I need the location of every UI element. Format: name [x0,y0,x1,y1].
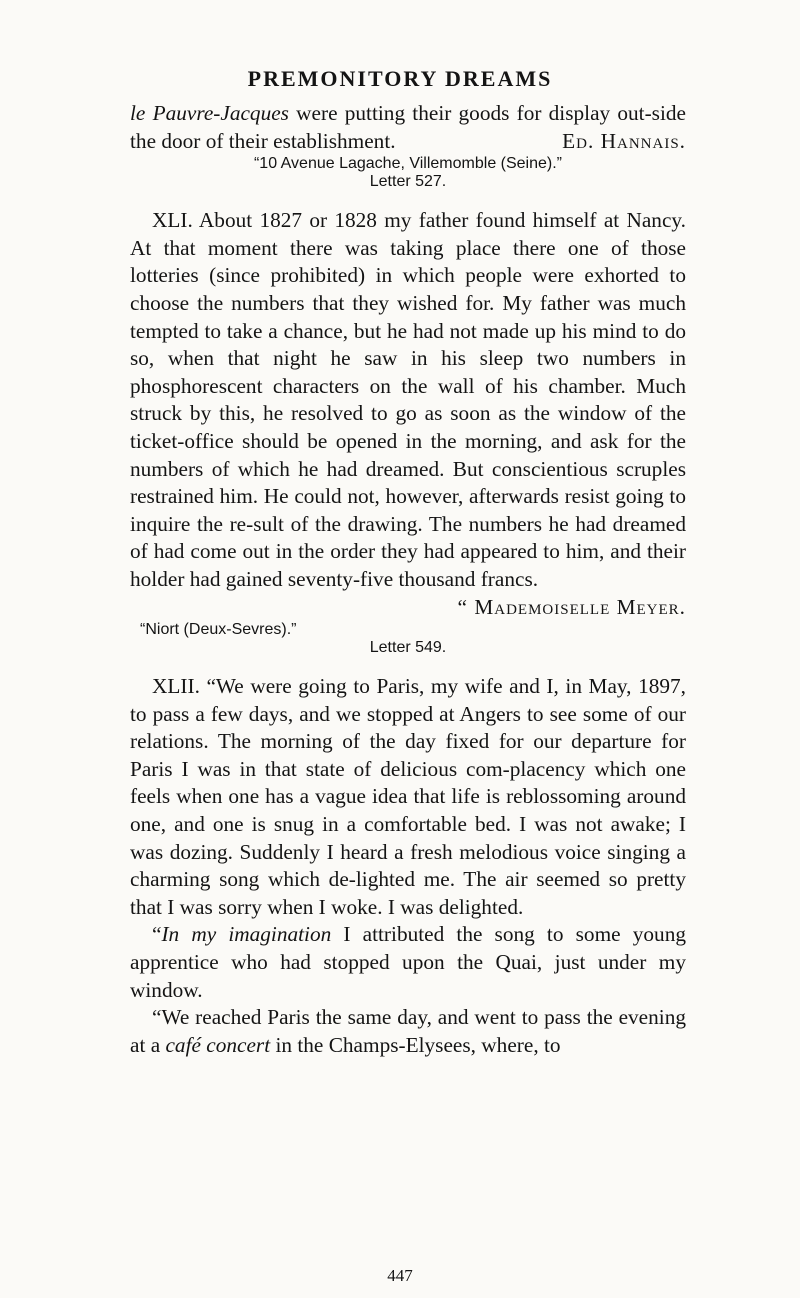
italic-phrase: In my imagination [161,922,332,947]
address: “Niort (Deux-Sevres).” [140,621,297,639]
signature: Ed. Hannais. [562,128,686,153]
signature: “ Mademoiselle Meyer. [457,594,686,619]
paragraph-text: were putting their goods for display out-side the door of their establishment. [130,101,686,153]
paragraph-xli: XLI. About 1827 or 1828 my father found himself at Nancy. At that moment there was taking place there one of those lotteries (since prohibited) in which people were exhorted to choose the numbers that they wished for. My father was much tempted to take a chance, but he had not made up his mind to do so, when that night he saw in his sleep two numbers in phosphorescent characters on the wall of his chamber. Much struck by this, he resolved to go as soon as the window of the ticket-office should be opened in the morning, and ask for the numbers of which he had dreamed. But conscientious scruples restrained him. He could not, however, afterwards resist going to inquire the re-sult of the drawing. The numbers he had dreamed of had come out in the order they had appeared to him, and their holder had gained seventy-five thousand francs. [130,208,686,591]
letter-number: Letter 527. [369,173,447,191]
running-header: PREMONITORY DREAMS [247,66,553,91]
paragraph-text: I attributed the song to some young apprentice who had stopped upon the Quai, just under my window. [130,922,686,1002]
letter-number: Letter 549. [369,639,447,657]
paragraph-text: “We reached Paris the same day, and went to pass the evening at a [130,1005,686,1057]
page-number: 447 [387,1266,413,1285]
paragraph-paris [130,1004,686,1059]
italic-phrase: café concert [165,1032,271,1057]
paragraph-xlii: XLII. “We were going to Paris, my wife and I, in May, 1897, to pass a few days, and we stopped at Angers to see some of our relations. The morning of the day fixed for our departure for Paris I was in that state of delicious com-placency which one feels when one has a vague idea that life is reblossoming around one, and one is snug in a comfortable bed. I was not awake; I was dozing. Suddenly I heard a fresh melodious voice singing a charming song which de-lighted me. The air seemed so pretty that I was sorry when I woke. I was delighted. [130,674,686,919]
body-text [130,100,686,1059]
open-quote: “ [152,922,162,947]
address: “10 Avenue Lagache, Villemomble (Seine).” [253,155,563,173]
paragraph-text: in the Champs-Elysees, where, to [270,1032,561,1057]
paragraph-continuation [130,100,686,155]
italic-title: le Pauvre-Jacques [130,101,289,125]
paragraph-imagination [130,921,686,1004]
